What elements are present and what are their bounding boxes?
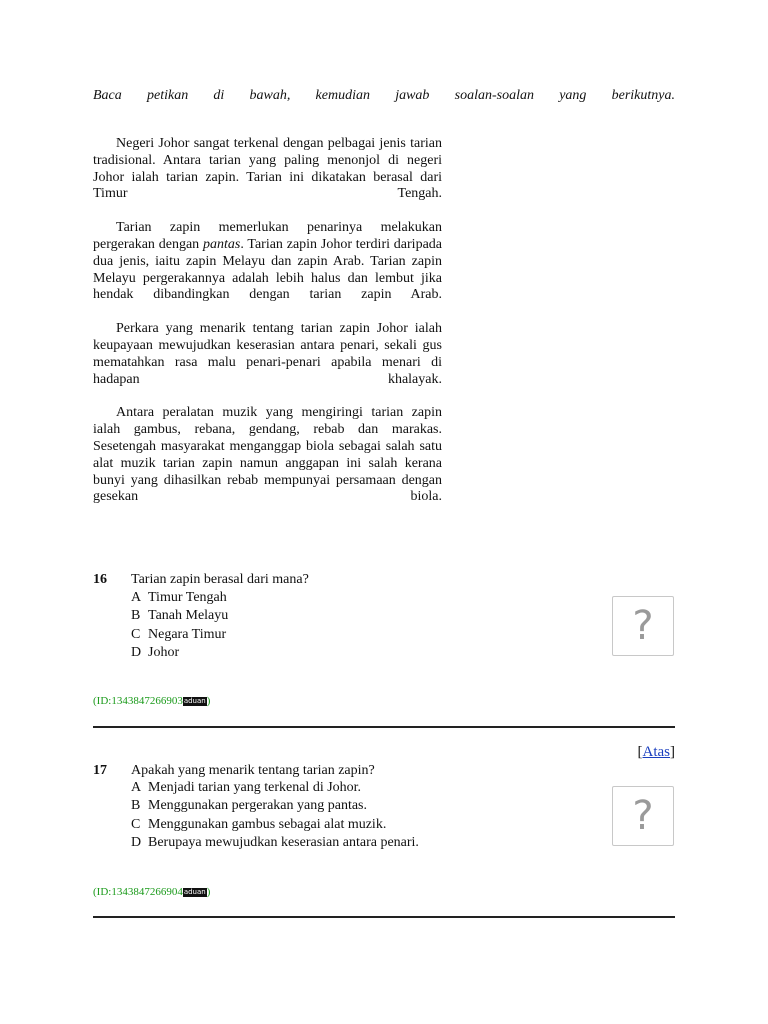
passage-paragraph-2 (93, 220, 442, 304)
report-badge[interactable]: aduan (183, 888, 206, 896)
option-text: Menggunakan pergerakan yang pantas. (148, 798, 367, 813)
option-b[interactable] (131, 798, 367, 814)
report-badge[interactable]: aduan (183, 697, 206, 705)
option-d[interactable] (131, 835, 419, 851)
question-17 (93, 763, 675, 863)
question-16 (93, 572, 675, 672)
question-id-close: ) (206, 695, 211, 707)
option-letter: A (131, 590, 142, 605)
question-number: 17 (93, 763, 107, 778)
question-mark-icon: ? (632, 793, 654, 839)
bracket-open: [ (637, 744, 643, 760)
option-a[interactable] (131, 780, 361, 796)
passage-p2-italic: pantas (202, 236, 241, 252)
option-b[interactable] (131, 608, 228, 624)
question-id-text: (ID:1343847266903 (93, 695, 183, 707)
divider (93, 916, 675, 918)
divider (93, 726, 675, 728)
passage-paragraph-4: Antara peralatan muzik yang mengiringi tarian zapin ialah gambus, rebana, gendang, rebab dan marakas. Sesetengah masyarakat menganggap biola sebagai salah satu alat muzik tarian zapin namun anggapan ini salah kerana bunyi yang dihasilkan rebab mempunyai persamaan dengan gesekan biola. (93, 405, 442, 505)
option-text: Menggunakan gambus sebagai alat muzik. (148, 817, 387, 832)
help-question-button[interactable] (612, 786, 674, 846)
option-text: Berupaya mewujudkan keserasian antara penari. (148, 835, 419, 850)
option-letter: D (131, 645, 142, 660)
question-id (93, 695, 210, 707)
question-text: Tarian zapin berasal dari mana? (131, 572, 309, 587)
option-a[interactable] (131, 590, 227, 606)
passage-p2-text-end: . Tarian zapin Johor terdiri daripada dua jenis, iaitu zapin Melayu dan zapin Arab. Tarian zapin Melayu pergerakannya adalah lebih halus dan lembut jika hendak dibandingkan dengan tarian zapin Arab. (93, 236, 442, 303)
question-id-text: (ID:1343847266904 (93, 886, 183, 898)
question-id (93, 886, 210, 898)
question-text: Apakah yang menarik tentang tarian zapin? (131, 763, 375, 778)
option-letter: A (131, 780, 142, 795)
passage-paragraph-1: Negeri Johor sangat terkenal dengan pelbagai jenis tarian tradisional. Antara tarian yang paling menonjol di negeri Johor ialah tarian zapin. Tarian ini dikatakan berasal dari Timur Tengah. (93, 136, 442, 202)
question-id-close: ) (206, 886, 211, 898)
option-letter: D (131, 835, 142, 850)
question-number: 16 (93, 572, 107, 587)
reading-passage (93, 136, 442, 523)
option-letter: B (131, 608, 141, 623)
bracket-close: ] (670, 744, 675, 760)
instruction: Baca petikan di bawah, kemudian jawab soalan-soalan yang berikutnya. (93, 88, 675, 103)
option-text: Timur Tengah (148, 590, 227, 605)
option-d[interactable] (131, 645, 179, 661)
question-mark-icon: ? (632, 603, 654, 649)
passage-paragraph-3: Perkara yang menarik tentang tarian zapin Johor ialah keupayaan mewujudkan keserasian antara penari, sekali gus mematahkan rasa malu penari-penari apabila menari di hadapan khalayak. (93, 321, 442, 387)
option-text: Tanah Melayu (148, 608, 229, 623)
option-text: Johor (148, 645, 180, 660)
option-letter: C (131, 817, 141, 832)
option-text: Negara Timur (148, 627, 227, 642)
option-letter: B (131, 798, 141, 813)
option-text: Menjadi tarian yang terkenal di Johor. (148, 780, 362, 795)
option-letter: C (131, 627, 141, 642)
option-c[interactable] (131, 627, 226, 643)
passage-p2-text: Tarian zapin memerlukan penarinya melakukan pergerakan dengan (93, 220, 442, 252)
option-c[interactable] (131, 817, 386, 833)
atas-link[interactable]: Atas (642, 744, 670, 760)
top-link-group (638, 744, 676, 761)
help-question-button[interactable] (612, 596, 674, 656)
